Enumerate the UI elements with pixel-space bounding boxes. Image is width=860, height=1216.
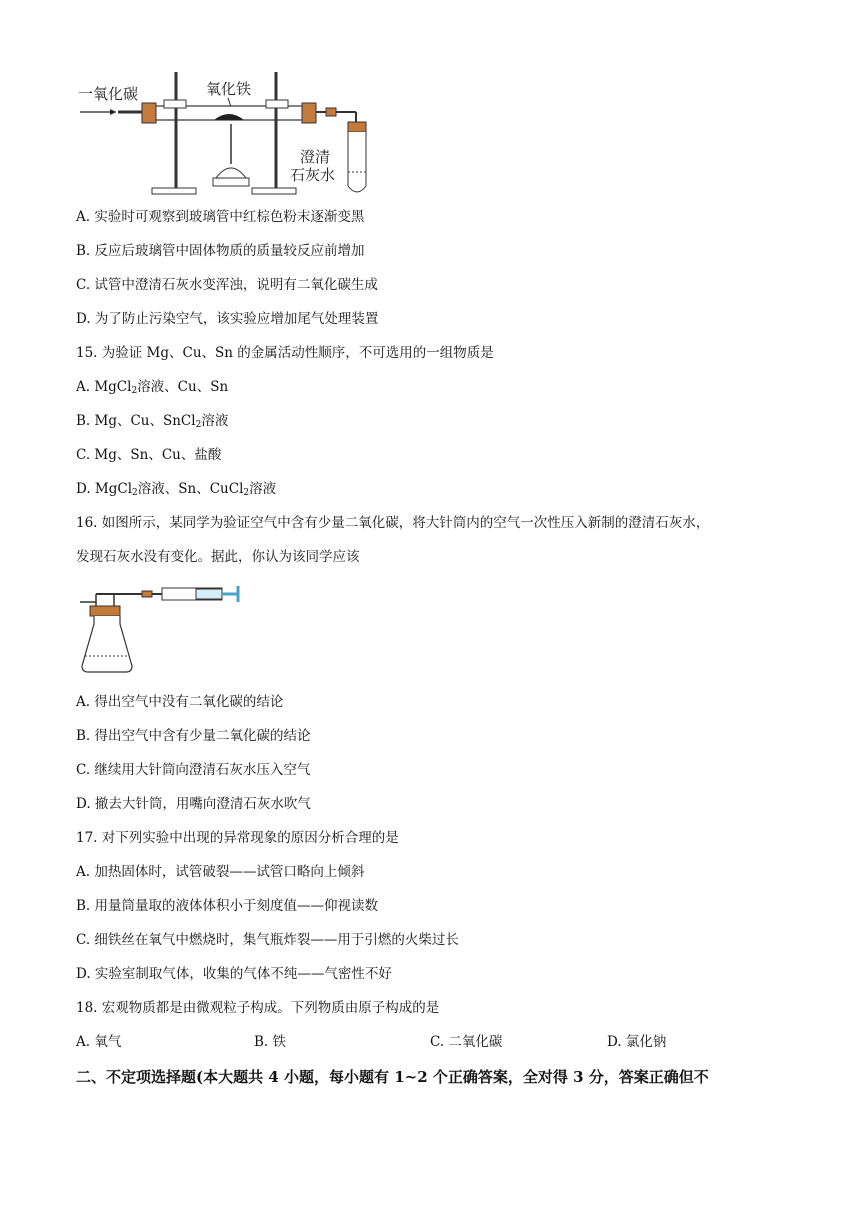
q15-option-c: C. Mg、Sn、Cu、盐酸 — [76, 447, 222, 463]
q14-option-c: C. 试管中澄清石灰水变浑浊，说明有二氧化碳生成 — [76, 277, 378, 293]
q16-stem-line-1: 16. 如图所示，某同学为验证空气中含有少量二氧化碳，将大针筒内的空气一次性压入新制的澄清石灰水， — [76, 515, 710, 531]
q16-stem-line-2: 发现石灰水没有变化。据此，你认为该同学应该 — [76, 549, 360, 565]
q18-option-c: C. 二氧化碳 — [430, 1034, 503, 1050]
q15-option-d: D. MgCl$_2$溶液、Sn、CuCl$_2$溶液 — [76, 481, 277, 498]
section-2-heading: 二、不定项选择题(本大题共 4 小题，每小题有 1~2 个正确答案，全对得 3 分，答案正确但不 — [76, 1068, 709, 1086]
q14-option-d: D. 为了防止污染空气，该实验应增加尾气处理装置 — [76, 311, 379, 327]
q16-option-a: A. 得出空气中没有二氧化碳的结论 — [76, 694, 284, 710]
q16-option-b: B. 得出空气中含有少量二氧化碳的结论 — [76, 728, 311, 744]
q17-option-d: D. 实验室制取气体，收集的气体不纯——气密性不好 — [76, 966, 392, 982]
q17-option-b: B. 用量筒量取的液体体积小于刻度值——仰视读数 — [76, 898, 379, 914]
q15-stem: 15. 为验证 Mg、Cu、Sn 的金属活动性顺序，不可选用的一组物质是 — [76, 345, 494, 361]
q16-option-c: C. 继续用大针筒向澄清石灰水压入空气 — [76, 762, 311, 778]
q15-option-b: B. Mg、Cu、SnCl$_2$溶液 — [76, 413, 229, 430]
q18-stem: 18. 宏观物质都是由微观粒子构成。下列物质由原子构成的是 — [76, 1000, 440, 1016]
q14-option-b: B. 反应后玻璃管中固体物质的质量较反应前增加 — [76, 243, 365, 259]
q17-stem: 17. 对下列实验中出现的异常现象的原因分析合理的是 — [76, 830, 399, 846]
q18-option-b: B. 铁 — [254, 1034, 287, 1050]
q16-option-d: D. 撤去大针筒，用嘴向澄清石灰水吹气 — [76, 796, 311, 812]
co-reduction-apparatus-figure — [76, 66, 406, 202]
syringe-flask-figure — [76, 580, 256, 676]
co-label: 一氧化碳 — [78, 85, 139, 103]
q18-option-d: D. 氯化钠 — [607, 1034, 667, 1050]
q17-option-a: A. 加热固体时，试管破裂——试管口略向上倾斜 — [76, 864, 365, 880]
q15-option-a: A. MgCl$_2$溶液、Cu、Sn — [76, 379, 229, 396]
fe2o3-label: 氧化铁 — [206, 80, 252, 98]
q18-option-a: A. 氧气 — [76, 1034, 122, 1050]
limewater-label-1: 澄清 — [300, 148, 331, 166]
q14-option-a: A. 实验时可观察到玻璃管中红棕色粉末逐渐变黑 — [76, 209, 365, 225]
q17-option-c: C. 细铁丝在氧气中燃烧时，集气瓶炸裂——用于引燃的火柴过长 — [76, 932, 459, 948]
limewater-label-2: 石灰水 — [290, 166, 336, 184]
